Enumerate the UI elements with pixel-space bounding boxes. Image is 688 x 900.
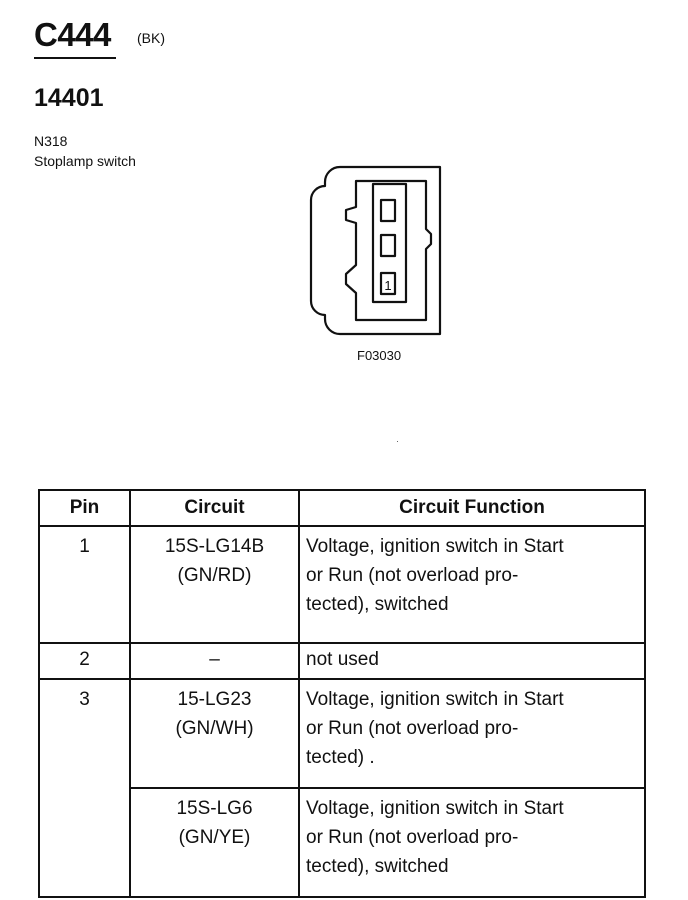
pin-cell: 1 [39,526,130,643]
component-code: N318 [34,133,68,149]
function-line: or Run (not overload pro- [306,718,519,739]
terminal-2 [381,235,395,256]
table-row [39,679,645,788]
circuit-code: 15S-LG14B [164,536,265,557]
function-line: Voltage, ignition switch in Start [306,689,564,710]
circuit-cell [130,679,299,788]
function-cell [299,788,645,897]
table-header-row [39,490,645,526]
function-line: tected) . [306,747,375,768]
function-line: or Run (not overload pro- [306,827,519,848]
function-line: Voltage, ignition switch in Start [306,798,564,819]
circuit-code: 15S-LG6 [176,798,253,819]
function-cell [299,643,645,679]
connector-outline [311,167,440,334]
terminal-1-label: 1 [384,278,392,293]
circuit-color: (GN/YE) [178,827,251,848]
function-line: tected), switched [306,856,449,877]
function-cell [299,679,645,788]
figure-id: F03030 [357,348,402,363]
circuit-code: 15-LG23 [177,689,252,710]
table-row [39,526,645,643]
function-line: Voltage, ignition switch in Start [306,536,564,557]
connector-face-diagram [306,163,446,338]
connector-inner-body [346,181,431,320]
function-line: or Run (not overload pro- [306,565,519,586]
circuit-cell [130,526,299,643]
circuit-color: (GN/RD) [177,565,252,586]
circuit-cell [130,643,299,679]
function-cell [299,526,645,643]
function-line: tected), switched [306,594,449,615]
table-row [39,788,645,897]
component-name: Stoplamp switch [34,153,136,169]
terminal-3 [381,200,395,221]
circuit-code: – [209,649,220,670]
pin-cell: 3 [39,679,130,897]
circuit-cell [130,788,299,897]
header-circuit: Circuit [130,490,299,526]
part-number: 14401 [34,84,104,112]
connector-color: (BK) [137,30,165,46]
circuit-color: (GN/WH) [175,718,254,739]
connector-id-underline [34,57,116,59]
header-pin: Pin [39,490,130,526]
table-row [39,643,645,679]
scan-speck [397,441,398,442]
function-line: not used [306,649,379,670]
pinout-table [38,489,646,898]
connector-id: C444 [34,16,111,53]
pin-cell: 2 [39,643,130,679]
header-circuit-function: Circuit Function [299,490,645,526]
